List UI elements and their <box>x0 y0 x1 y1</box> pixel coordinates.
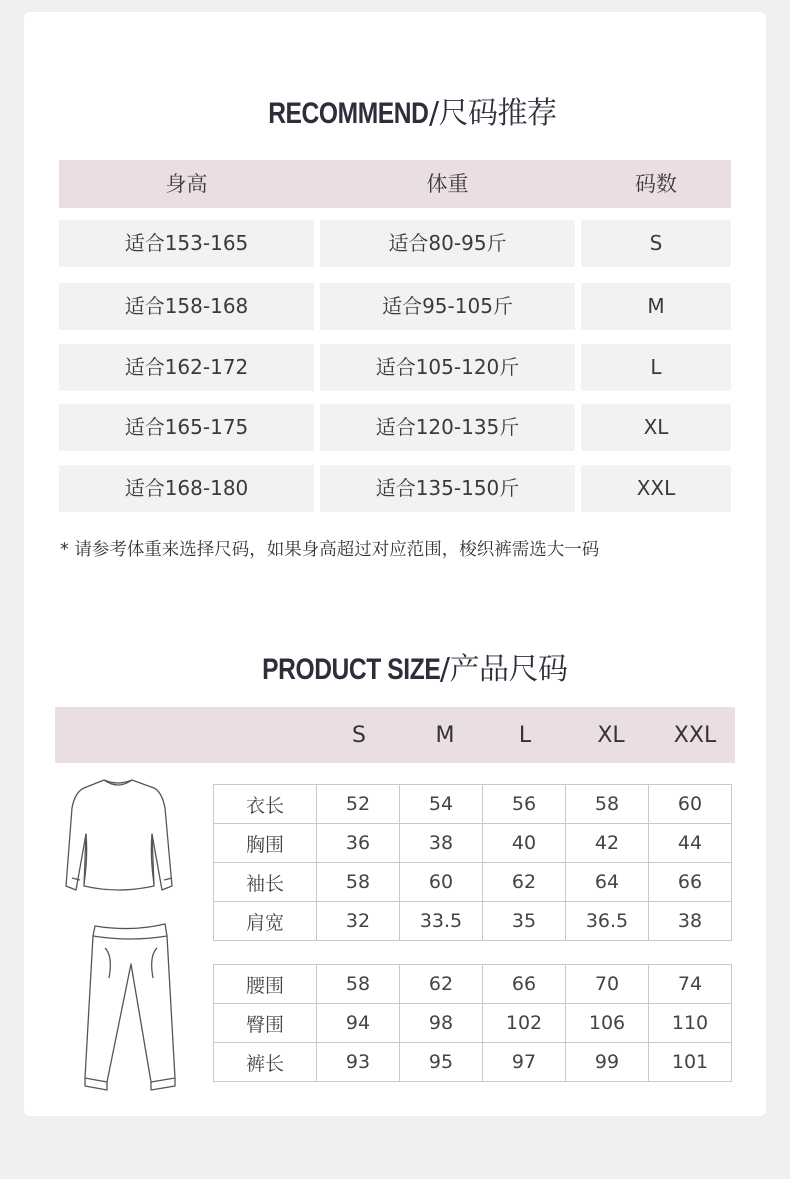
measure-value: 101 <box>649 1043 732 1082</box>
rec-height-cell: 适合168-180 <box>59 465 314 512</box>
rec-height-cell: 适合162-172 <box>59 344 314 391</box>
measure-value: 38 <box>649 902 732 941</box>
measure-value: 106 <box>566 1004 649 1043</box>
measure-label: 袖长 <box>214 863 317 902</box>
product-size-title-zh: /产品尺码 <box>439 652 568 687</box>
size-table-row <box>214 965 732 1004</box>
rec-size-cell: M <box>581 283 731 330</box>
measure-value: 95 <box>400 1043 483 1082</box>
top-size-table <box>213 784 732 941</box>
recommend-row <box>59 404 731 451</box>
measure-value: 62 <box>400 965 483 1004</box>
measure-value: 98 <box>400 1004 483 1043</box>
measure-value: 74 <box>649 965 732 1004</box>
size-table-row <box>214 863 732 902</box>
measure-value: 97 <box>483 1043 566 1082</box>
rec-height-cell: 适合165-175 <box>59 404 314 451</box>
size-table-row <box>214 785 732 824</box>
measure-value: 58 <box>317 863 400 902</box>
header-weight: 体重 <box>426 172 469 196</box>
rec-weight-cell: 适合95-105斤 <box>320 283 575 330</box>
measure-value: 93 <box>317 1043 400 1082</box>
measure-label: 臀围 <box>214 1004 317 1043</box>
measure-value: 58 <box>317 965 400 1004</box>
measure-value: 66 <box>649 863 732 902</box>
measure-value: 58 <box>566 785 649 824</box>
size-col-xxl: XXL <box>673 723 717 748</box>
measure-label: 衣长 <box>214 785 317 824</box>
measure-value: 66 <box>483 965 566 1004</box>
size-col-s: S <box>352 723 366 748</box>
measure-value: 52 <box>317 785 400 824</box>
recommend-row <box>59 220 731 267</box>
product-size-title <box>24 644 766 688</box>
measure-value: 110 <box>649 1004 732 1043</box>
measure-value: 40 <box>483 824 566 863</box>
size-chart-card <box>24 12 766 1116</box>
size-table-row <box>214 824 732 863</box>
measure-value: 62 <box>483 863 566 902</box>
measure-value: 36 <box>317 824 400 863</box>
size-table-row <box>214 1004 732 1043</box>
measure-value: 54 <box>400 785 483 824</box>
rec-size-cell: S <box>581 220 731 267</box>
rec-height-cell: 适合158-168 <box>59 283 314 330</box>
measure-value: 38 <box>400 824 483 863</box>
measure-value: 60 <box>649 785 732 824</box>
recommend-row <box>59 283 731 330</box>
recommend-row <box>59 465 731 512</box>
rec-weight-cell: 适合135-150斤 <box>320 465 575 512</box>
header-size: 码数 <box>635 172 677 196</box>
size-col-m: M <box>435 723 455 748</box>
recommend-table-header <box>59 160 731 208</box>
measure-value: 33.5 <box>400 902 483 941</box>
measure-value: 64 <box>566 863 649 902</box>
measure-value: 70 <box>566 965 649 1004</box>
size-table-row <box>214 1043 732 1082</box>
measure-value: 32 <box>317 902 400 941</box>
pants-icon <box>79 918 179 1096</box>
header-height: 身高 <box>165 172 208 196</box>
recommend-title-en: RECOMMEND <box>268 97 429 130</box>
recommend-title-zh: /尺码推荐 <box>428 96 557 131</box>
bottom-size-table <box>213 964 732 1082</box>
size-note: * 请参考体重来选择尺码，如果身高超过对应范围，梭织裤需选大一码 <box>60 540 600 560</box>
size-table-row <box>214 902 732 941</box>
measure-value: 44 <box>649 824 732 863</box>
size-col-l: L <box>518 723 532 748</box>
size-col-xl: XL <box>597 723 625 748</box>
recommend-title <box>24 88 766 132</box>
measure-value: 102 <box>483 1004 566 1043</box>
measure-value: 94 <box>317 1004 400 1043</box>
measure-label: 肩宽 <box>214 902 317 941</box>
measure-value: 56 <box>483 785 566 824</box>
rec-weight-cell: 适合105-120斤 <box>320 344 575 391</box>
product-size-header <box>55 707 735 763</box>
rec-size-cell: L <box>581 344 731 391</box>
measure-label: 裤长 <box>214 1043 317 1082</box>
measure-value: 99 <box>566 1043 649 1082</box>
measure-value: 42 <box>566 824 649 863</box>
long-sleeve-top-icon <box>62 776 174 902</box>
measure-label: 胸围 <box>214 824 317 863</box>
rec-height-cell: 适合153-165 <box>59 220 314 267</box>
rec-weight-cell: 适合80-95斤 <box>320 220 575 267</box>
rec-size-cell: XXL <box>581 465 731 512</box>
rec-size-cell: XL <box>581 404 731 451</box>
measure-value: 35 <box>483 902 566 941</box>
rec-weight-cell: 适合120-135斤 <box>320 404 575 451</box>
recommend-row <box>59 344 731 391</box>
measure-label: 腰围 <box>214 965 317 1004</box>
measure-value: 36.5 <box>566 902 649 941</box>
measure-value: 60 <box>400 863 483 902</box>
product-size-title-en: PRODUCT SIZE <box>261 653 440 686</box>
